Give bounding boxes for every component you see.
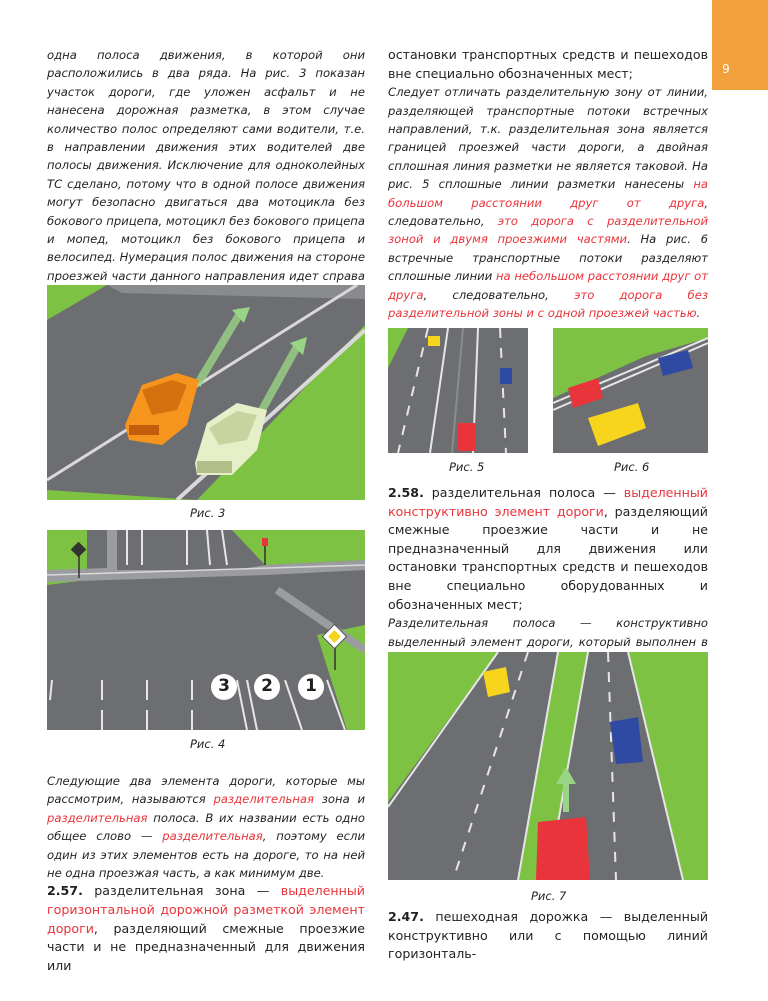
definition-2-58: 2.58. разделительная полоса — выделенный конструктивно элемент дороги, разделяющий смежные проезжие части и не предназначенный для движения или остановки транспортных средств и пешеходов вне специально оборудованных и обозначенных мест; [388,485,708,612]
left-column [47,46,365,304]
figure-6-image [553,328,708,453]
figures-5-6 [388,328,708,453]
page-corner-tab [712,0,768,90]
right-paragraph-1: остановки транспортных средств и пешеходов вне специально обозначенных мест; [388,47,708,81]
page-number: 9 [722,62,730,76]
right-column-middle [388,484,708,669]
figure-5-caption: Рис. 5 [449,460,485,474]
lane-label-3: 3 [218,676,230,696]
figure-7-caption: Рис. 7 [531,889,567,903]
figure-4-caption: Рис. 4 [190,737,226,751]
figure-3-caption: Рис. 3 [190,506,226,520]
left-paragraph-1: одна полоса движения, в которой они расположились в два ряда. На рис. 3 показан участок дороги, где уложен асфальт и не нанесена дорожная разметка, в этом случае количество полос определяют сами водители, т.е. в направлении движения этих водителей две полосы движения. Исключение для одноколейных ТС сделано, потому что в одной полосе движения могут безопасно двигаться два мотоцикла без бокового прицепа, мотоцикл без бокового прицепа и мопед, мотоцикл без бокового прицепа и велосипед. Нумерация полос движения на стороне проезжей части данного направления идет справа [47,48,365,283]
lane-label-2: 2 [261,676,273,696]
figure-7 [388,652,708,880]
definition-2-57: 2.57. разделительная зона — выделенный горизонтальной дорожной разметкой элемент дороги, разделяющий смежные проезжие части и не предназначенный для движения или [47,883,365,973]
figure-3 [47,285,365,500]
figure-5-image [388,328,528,453]
figure-4 [47,530,365,730]
right-note-2: Разделительная полоса — конструктивно выделенный элемент дороги, который выполнен в [388,616,708,649]
left-column-lower [47,772,365,975]
figure-6-caption: Рис. 6 [614,460,650,474]
right-note-1: Следует отличать разделительную зону от линии, разделяющей транспортные потоки встречных направлений, т.к. разделительная зона является границей проезжей части дороги, а двойная сплошная линия разметки не является таковой. На рис. 5 сплошные линии разметки нанесены на большом расстоянии друг от друга, следовательно, это дорога с разделительной зоной и двумя проезжими частями. На рис. 6 встречные транспортные потоки разделяют сплошные линии на небольшом расстоянии друг от друга, следовательно, это дорога без разделительной зоны и с одной проезжей частью. [388,85,709,321]
left-paragraph-2: Следующие два элемента дороги, которые мы рассмотрим, называются разделительная зона и разделительная полоса. В их названии есть одно общее слово — разделительная, поэтому если один из этих элементов есть на дороге, то на ней не одна проезжая часть, а как минимум две. [47,774,366,881]
definition-2-47: 2.47. пешеходная дорожка — выделенный конструктивно или с помощью линий горизонталь- [388,909,708,962]
lane-label-1: 1 [305,676,317,696]
right-column [388,46,708,322]
right-column-bottom [388,908,708,964]
